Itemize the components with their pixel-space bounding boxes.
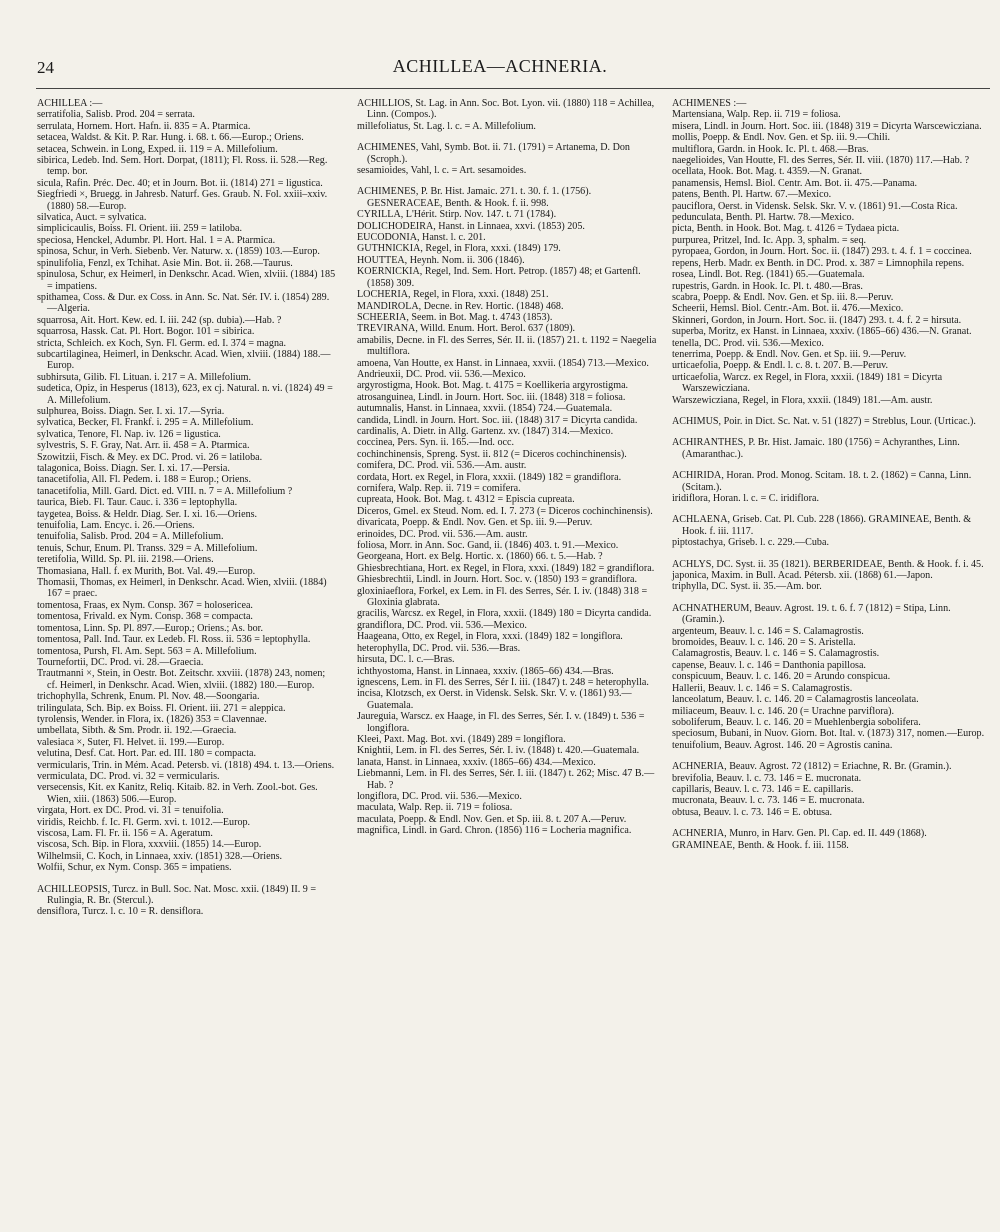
species-entry: sylvatica, Tenore, Fl. Nap. iv. 126 = ligustica. [37, 428, 221, 440]
species-entry: spinulifolia, Fenzl, ex Tchihat. Asie Min. Bot. ii. 268.—Taurus. [37, 257, 293, 269]
genus-entry: ACHIMENES, P. Br. Hist. Jamaic. 271. t. 30. f. 1. (1756). GESNERACEAE, Benth. & Hook. f. ii. 998. [357, 186, 592, 209]
species-entry: trichophylla, Schrenk, Enum. Pl. Nov. 48.—Soongaria. [37, 691, 260, 703]
species-entry: vermiculata, DC. Prod. vi. 32 = vermicularis. [37, 770, 220, 782]
species-entry: autumnalis, Hanst. in Linnaea, xxvii. (1854) 724.—Guatemala. [357, 403, 613, 415]
species-entry: pyropaea, Gordon, in Journ. Hort. Soc. ii. (1847) 293. t. 4. f. 1 = coccinea. [672, 246, 972, 258]
species-entry: silvatica, Auct. = sylvatica. [37, 212, 147, 224]
species-entry: Diceros, Gmel. ex Steud. Nom. ed. I. 7. 273 (= Diceros cochinchinensis). [357, 505, 653, 517]
species-entry: CYRILLA, L'Hérit. Stirp. Nov. 147. t. 71 (1784). [357, 209, 557, 221]
species-entry: tenuis, Schur, Enum. Pl. Transs. 329 = A. Millefolium. [37, 542, 258, 554]
species-entry: simplicicaulis, Boiss. Fl. Orient. iii. 259 = latiloba. [37, 223, 243, 235]
species-entry: cochinchinensis, Spreng. Syst. ii. 812 (= Diceros cochinchinensis). [357, 448, 627, 460]
column-1 [37, 98, 337, 918]
block-gap [672, 504, 990, 514]
species-entry: misera, Lindl. in Journ. Hort. Soc. iii. (1848) 319 = Dicyrta Warscewicziana. [672, 120, 982, 132]
species-entry: tenuifolium, Beauv. Agrost. 146. 20 = Agrostis canina. [672, 739, 893, 751]
species-entry: Haageana, Otto, ex Regel, in Flora, xxxi. (1849) 182 = longiflora. [357, 631, 623, 643]
block-gap [672, 460, 990, 470]
species-entry: SCHEERIA, Seem. in Bot. Mag. t. 4743 (1853). [357, 311, 553, 323]
genus-entry: ACHLYS, DC. Syst. ii. 35 (1821). BERBERIDEAE, Benth. & Hook. f. i. 45. [672, 558, 984, 570]
species-entry: tomentosa, Linn. Sp. Pl. 897.—Europ.; Oriens.; As. bor. [37, 622, 263, 634]
genus-entry: ACHILLEA :— [37, 98, 103, 109]
species-entry: bromoides, Beauv. l. c. 146. 20 = S. Aristella. [672, 637, 856, 649]
species-entry: spinulosa, Schur, ex Heimerl, in Denkschr. Acad. Wien, xlviii. (1884) 185 = impatiens. [37, 269, 336, 292]
species-entry: sibirica, Ledeb. Ind. Sem. Hort. Dorpat, (1811); Fl. Ross. ii. 528.—Reg. temp. bor. [37, 155, 328, 178]
species-entry: TREVIRANA, Willd. Enum. Hort. Berol. 637 (1809). [357, 323, 576, 335]
species-entry: triphylla, DC. Syst. ii. 35.—Am. bor. [672, 581, 822, 593]
species-entry: Warszewicziana, Regel, in Flora, xxxii. (1849) 181.—Am. austr. [672, 394, 933, 406]
species-entry: HOUTTEA, Heynh. Nom. ii. 306 (1846). [357, 254, 525, 266]
species-entry: Thomasiana, Hall. f. ex Murith, Bot. Val. 49.—Europ. [37, 565, 256, 577]
genus-entry: ACHILLIOS, St. Lag. in Ann. Soc. Bot. Lyon. vii. (1880) 118 = Achillea, Linn. (Compos.). [357, 98, 655, 121]
species-entry: ocellata, Hook. Bot. Mag. t. 4359.—N. Granat. [672, 166, 863, 178]
species-entry: Jaureguia, Warscz. ex Haage, in Fl. des Serres, Sér. I. v. (1849) t. 536 = longiflora. [357, 711, 645, 734]
species-entry: miliaceum, Beauv. l. c. 146. 20 (= Urachne parviflora). [672, 705, 894, 717]
genus-entry: ACHIMENES :— [672, 98, 747, 109]
species-entry: tomentosa, Pursh, Fl. Am. Sept. 563 = A. Millefolium. [37, 645, 257, 657]
species-entry: pedunculata, Benth. Pl. Hartw. 78.—Mexico. [672, 212, 855, 224]
species-entry: versecensis, Kit. ex Kanitz, Reliq. Kitaib. 82. in Verh. Zool.-bot. Ges. Wien, xiii. (1863) 506.—Europ. [37, 782, 318, 805]
genus-entry: ACHIMUS, Poir. in Dict. Sc. Nat. v. 51 (1827) = Streblus, Lour. (Urticac.). [672, 415, 976, 427]
species-entry: Andrieuxii, DC. Prod. vii. 536.—Mexico. [357, 368, 526, 380]
species-entry: rupestris, Gardn. in Hook. Ic. Pl. t. 480.—Bras. [672, 280, 863, 292]
species-entry: millefoliatus, St. Lag. l. c. = A. Millefolium. [357, 120, 536, 132]
species-entry: GUTHNICKIA, Regel, in Flora, xxxi. (1849) 179. [357, 243, 561, 255]
species-entry: grandiflora, DC. Prod. vii. 536.—Mexico. [357, 619, 527, 631]
species-entry: soboliferum, Beauv. l. c. 146. 20 = Muehlenbergia sobolifera. [672, 716, 921, 728]
species-entry: tanacetifolia, All. Fl. Pedem. i. 188 = Europ.; Oriens. [37, 474, 251, 486]
species-entry: squarrosa, Hassk. Cat. Pl. Hort. Bogor. 101 = sibirica. [37, 326, 255, 338]
species-entry: GRAMINEAE, Benth. & Hook. f. iii. 1158. [672, 839, 849, 851]
species-entry: Georgeana, Hort. ex Belg. Hortic. x. (1860) 66. t. 5.—Hab. ? [357, 551, 603, 563]
species-entry: KOERNICKIA, Regel, Ind. Sem. Hort. Petrop. (1857) 48; et Gartenfl. (1858) 309. [357, 266, 641, 289]
species-entry: picta, Benth. in Hook. Bot. Mag. t. 4126 = Tydaea picta. [672, 223, 900, 235]
species-entry: cornifera, Walp. Rep. ii. 719 = comifera. [357, 483, 521, 494]
genus-entry: ACHILLEOPSIS, Turcz. in Bull. Soc. Nat. Mosc. xxii. (1849) II. 9 = Rulingia, R. Br. (Stercul.). [37, 883, 317, 907]
genus-entry: ACHIRANTHES, P. Br. Hist. Jamaic. 180 (1756) = Achyranthes, Linn. (Amaranthac.). [672, 437, 960, 460]
block-gap [672, 406, 990, 416]
species-entry: DOLICHODEIRA, Hanst. in Linnaea, xxvi. (1853) 205. [357, 220, 585, 232]
species-entry: capillaris, Beauv. l. c. 73. 146 = E. capillaris. [672, 783, 854, 795]
species-entry: teretifolia, Willd. Sp. Pl. iii. 2198.—Oriens. [37, 554, 214, 566]
species-entry: iridiflora, Horan. l. c. = C. iridiflora. [672, 493, 819, 504]
species-entry: urticaefolia, Warcz. ex Regel, in Flora, xxxii. (1849) 181 = Dicyrta Warszewicziana. [672, 371, 943, 395]
species-entry: viscosa, Sch. Bip. in Flora, xxxviii. (1855) 14.—Europ. [37, 839, 262, 851]
genus-entry: ACHLAENA, Griseb. Cat. Pl. Cub. 228 (1866). GRAMINEAE, Benth. & Hook. f. iii. 1117. [672, 514, 972, 537]
species-entry: stricta, Schleich. ex Koch, Syn. Fl. Germ. ed. I. 374 = magna. [37, 337, 287, 349]
species-entry: tyrolensis, Wender. in Flora, ix. (1826) 353 = Clavennae. [37, 713, 267, 725]
species-entry: tenuifolia, Lam. Encyc. i. 26.—Oriens. [37, 520, 195, 532]
species-entry: sudetica, Opiz, in Hesperus (1813), 623, ex cj. Natural. n. vi. (1824) 49 = A. Millefolium. [37, 383, 333, 406]
species-entry: foliosa, Morr. in Ann. Soc. Gand, ii. (1846) 403. t. 91.—Mexico. [357, 540, 619, 552]
species-entry: speciosa, Henckel, Adumbr. Pl. Hort. Hal. 1 = A. Ptarmica. [37, 234, 276, 246]
species-entry: LOCHERIA, Regel, in Flora, xxxi. (1848) 251. [357, 289, 549, 301]
species-entry: heterophylla, DC. Prod. vii. 536.—Bras. [357, 642, 521, 654]
genus-entry: ACHNERIA, Munro, in Harv. Gen. Pl. Cap. ed. II. 449 (1868). [672, 828, 927, 840]
species-entry: maculata, Poepp. & Endl. Nov. Gen. et Sp. iii. 8. t. 207 A.—Peruv. [357, 813, 627, 825]
species-entry: serrulata, Hornem. Hort. Hafn. ii. 835 = A. Ptarmica. [37, 120, 251, 132]
block-gap [672, 427, 990, 437]
species-entry: patens, Benth. Pl. Hartw. 67.—Mexico. [672, 189, 832, 201]
species-entry: repens, Herb. Madr. ex Benth. in DC. Prod. x. 387 = Limnophila repens. [672, 257, 965, 269]
species-entry: Martensiana, Walp. Rep. ii. 719 = foliosa. [672, 109, 841, 121]
species-entry: Skinneri, Gordon, in Journ. Hort. Soc. ii. (1847) 293. t. 4. f. 2 = hirsuta. [672, 314, 962, 326]
species-entry: purpurea, Pritzel, Ind. Ic. App. 3, sphalm. = seq. [672, 234, 867, 246]
species-entry: magnifica, Lindl. in Gard. Chron. (1856) 116 = Locheria magnifica. [357, 825, 632, 837]
species-entry: setacea, Waldst. & Kit. P. Rar. Hung. i. 68. t. 66.—Europ.; Oriens. [37, 132, 304, 144]
species-entry: cardinalis, A. Dietr. in Allg. Gartenz. xv. (1847) 314.—Mexico. [357, 425, 614, 437]
species-entry: ignescens, Lem. in Fl. des Serres, Sér I. iii. (1847) t. 248 = heterophylla. [357, 676, 649, 688]
species-entry: talagonica, Boiss. Diagn. Ser. I. xi. 17.—Persia. [37, 463, 230, 474]
species-entry: Wolfii, Schur, ex Nym. Consp. 365 = impatiens. [37, 862, 232, 874]
species-entry: sicula, Rafin. Préc. Dec. 40; et in Journ. Bot. ii. (1814) 271 = ligustica. [37, 177, 323, 189]
species-entry: multiflora, Gardn. in Hook. Ic. Pl. t. 468.—Bras. [672, 143, 869, 155]
species-entry: capense, Beauv. l. c. 146 = Danthonia papillosa. [672, 659, 866, 671]
species-entry: tenerrima, Poepp. & Endl. Nov. Gen. et Sp. iii. 9.—Peruv. [672, 348, 907, 360]
species-entry: lanceolatum, Beauv. l. c. 146. 20 = Calamagrostis lanceolata. [672, 694, 919, 706]
genus-entry: ACHIMENES, Vahl, Symb. Bot. ii. 71. (1791) = Artanema, D. Don (Scroph.). [357, 142, 630, 165]
species-entry: Tournefortii, DC. Prod. vi. 28.—Graecia. [37, 656, 204, 668]
block-gap [357, 132, 657, 142]
species-entry: conspicuum, Beauv. l. c. 146. 20 = Arundo conspicua. [672, 671, 891, 683]
species-entry: longiflora, DC. Prod. vii. 536.—Mexico. [357, 790, 522, 802]
species-entry: virgata, Hort. ex DC. Prod. vi. 31 = tenuifolia. [37, 805, 224, 817]
species-entry: tomentosa, Fraas, ex Nym. Consp. 367 = holosericea. [37, 599, 253, 611]
species-entry: cupreata, Hook. Bot. Mag. t. 4312 = Episcia cupreata. [357, 494, 575, 506]
species-entry: tenella, DC. Prod. vii. 536.—Mexico. [672, 337, 824, 349]
column-2 [357, 98, 657, 837]
species-entry: lanata, Hanst. in Linnaea, xxxiv. (1865–66) 434.—Mexico. [357, 756, 596, 768]
header-rule [36, 88, 990, 89]
species-entry: mollis, Poepp. & Endl. Nov. Gen. et Sp. iii. 9.—Chili. [672, 132, 891, 144]
species-entry: Kleei, Paxt. Mag. Bot. xvi. (1849) 289 = longiflora. [357, 733, 566, 745]
species-entry: superba, Moritz, ex Hanst. in Linnaea, xxxiv. (1865–66) 436.—N. Granat. [672, 326, 972, 338]
species-entry: densiflora, Turcz. l. c. 10 = R. densiflora. [37, 906, 204, 918]
species-entry: trilingulata, Sch. Bip. ex Boiss. Fl. Orient. iii. 271 = aleppica. [37, 702, 286, 714]
species-entry: incisa, Klotzsch, ex Oerst. in Vidensk. Selsk. Skr. V. v. (1861) 93.—Guatemala. [357, 688, 632, 711]
species-entry: spithamea, Coss. & Dur. ex Coss. in Ann. Sc. Nat. Sér. IV. i. (1854) 289.—Algeria. [37, 291, 330, 315]
species-entry: tomentosa, Pall. Ind. Taur. ex Ledeb. Fl. Ross. ii. 536 = leptophylla. [37, 634, 311, 646]
genus-entry: ACHIRIDA, Horan. Prod. Monog. Scitam. 18. t. 2. (1862) = Canna, Linn. (Scitam.). [672, 470, 972, 493]
species-entry: maculata, Walp. Rep. ii. 719 = foliosa. [357, 802, 513, 814]
species-entry: sulphurea, Boiss. Diagn. Ser. I. xi. 17.—Syria. [37, 405, 225, 417]
species-entry: obtusa, Beauv. l. c. 73. 146 = E. obtusa. [672, 806, 833, 818]
species-entry: Ghiesbrechtiana, Hort. ex Regel, in Flora, xxxi. (1849) 182 = grandiflora. [357, 562, 655, 574]
species-entry: scabra, Poepp. & Endl. Nov. Gen. et Sp. iii. 8.—Peruv. [672, 291, 894, 303]
block-gap [357, 176, 657, 186]
species-entry: amoena, Van Houtte, ex Hanst. in Linnaea, xxvii. (1854) 713.—Mexico. [357, 357, 649, 369]
species-entry: umbellata, Sibth. & Sm. Prodr. ii. 192.—Graecia. [37, 725, 237, 737]
species-entry: divaricata, Poepp. & Endl. Nov. Gen. et Sp. iii. 9.—Peruv. [357, 517, 593, 529]
block-gap [672, 751, 990, 761]
block-gap [37, 874, 337, 884]
species-entry: gracilis, Warcsz. ex Regel, in Flora, xxxii. (1849) 180 = Dicyrta candida. [357, 608, 652, 620]
species-entry: valesiaca ×, Suter, Fl. Helvet. ii. 199.—Europ. [37, 736, 225, 748]
species-entry: speciosum, Bubani, in Nuov. Giorn. Bot. Ital. v. (1873) 317, nomen.—Europ. [672, 728, 985, 740]
block-gap [672, 549, 990, 559]
species-entry: subcartilaginea, Heimerl, in Denkschr. Acad. Wien, xlviii. (1884) 188.—Europ. [37, 348, 331, 372]
species-entry: argyrostigma, Hook. Bot. Mag. t. 4175 = Koellikeria argyrostigma. [357, 380, 629, 392]
species-entry: MANDIROLA, Decne. in Rev. Hortic. (1848) 468. [357, 300, 564, 312]
species-entry: squarrosa, Ait. Hort. Kew. ed. I. iii. 242 (sp. dubia).—Hab. ? [37, 314, 282, 326]
species-entry: coccinea, Pers. Syn. ii. 165.—Ind. occ. [357, 437, 514, 449]
species-entry: viridis, Reichb. f. Ic. Fl. Germ. xvi. t. 1012.—Europ. [37, 816, 251, 828]
species-entry: Szowitzii, Fisch. & Mey. ex DC. Prod. vi. 26 = latiloba. [37, 451, 263, 463]
species-entry: Hallerii, Beauv. l. c. 146 = S. Calamagrostis. [672, 682, 853, 694]
species-entry: argenteum, Beauv. l. c. 146 = S. Calamagrostis. [672, 625, 864, 637]
block-gap [672, 593, 990, 603]
species-entry: viscosa, Lam. Fl. Fr. ii. 156 = A. Ageratum. [37, 828, 213, 839]
species-entry: mucronata, Beauv. l. c. 73. 146 = E. mucronata. [672, 795, 865, 807]
species-entry: Trautmanni ×, Stein, in Oestr. Bot. Zeitschr. xxviii. (1878) 243, nomen; cf. Heimerl, in Denkschr. Acad. Wien, xlviii. (1882) 180.—Europ. [37, 668, 326, 691]
species-entry: pauciflora, Oerst. in Vidensk. Selsk. Skr. V. v. (1861) 91.—Costa Rica. [672, 200, 958, 212]
species-entry: japonica, Maxim. in Bull. Acad. Pétersb. xii. (1868) 61.—Japon. [672, 570, 933, 582]
species-entry: ichthyostoma, Hanst. in Linnaea, xxxiv. (1865–66) 434.—Bras. [357, 665, 614, 677]
species-entry: tomentosa, Frivald. ex Nym. Consp. 368 = compacta. [37, 611, 253, 623]
species-entry: vermicularis, Trin. in Mém. Acad. Petersb. vi. (1818) 494. t. 13.—Oriens. [37, 759, 335, 771]
species-entry: Siegfriedi ×, Bruegg. in Jahresb. Naturf. Ges. Graub. N. Fol. xxiii–xxiv. (1880) 58.—Europ. [37, 189, 328, 212]
species-entry: Calamagrostis, Beauv. l. c. 146 = S. Calamagrostis. [672, 648, 880, 660]
species-entry: subhirsuta, Gilib. Fl. Lituan. i. 217 = A. Millefolium. [37, 371, 252, 383]
species-entry: Scheerii, Hemsl. Biol. Centr.-Am. Bot. ii. 476.—Mexico. [672, 303, 904, 315]
species-entry: piptostachya, Griseb. l. c. 229.—Cuba. [672, 537, 829, 549]
species-entry: amabilis, Decne. in Fl. des Serres, Sér. II. ii. (1857) 21. t. 1192 = Naegelia multiflora. [357, 334, 657, 358]
species-entry: Ghiesbrechtii, Lindl. in Journ. Hort. Soc. v. (1850) 193 = grandiflora. [357, 574, 638, 586]
species-entry: brevifolia, Beauv. l. c. 73. 146 = E. mucronata. [672, 772, 862, 784]
species-entry: rosea, Lindl. Bot. Reg. (1841) 65.—Guatemala. [672, 269, 865, 281]
species-entry: serratifolia, Salisb. Prod. 204 = serrata. [37, 109, 195, 121]
genus-entry: ACHNATHERUM, Beauv. Agrost. 19. t. 6. f. 7 (1812) = Stipa, Linn. (Gramin.). [672, 602, 951, 626]
species-entry: gloxiniaeflora, Forkel, ex Lem. in Fl. des Serres, Sér. I. iv. (1848) 318 = Gloxinia glabrata. [357, 585, 648, 609]
page-number: 24 [37, 58, 54, 77]
species-entry: atrosanguinea, Lindl. in Journ. Hort. Soc. iii. (1848) 318 = foliosa. [357, 391, 626, 403]
column-3 [672, 98, 990, 851]
species-entry: spinosa, Schur, in Verh. Siebenb. Ver. Naturw. x. (1859) 103.—Europ. [37, 246, 320, 258]
genus-entry: ACHNERIA, Beauv. Agrost. 72 (1812) = Eriachne, R. Br. (Gramin.). [672, 761, 952, 773]
species-entry: tanacetifolia, Mill. Gard. Dict. ed. VIII. n. 7 = A. Millefolium ? [37, 485, 293, 497]
species-entry: Liebmanni, Lem. in Fl. des Serres, Sér. I. iii. (1847) t. 262; Misc. 47 B.—Hab. ? [357, 768, 655, 791]
species-entry: panamensis, Hemsl. Biol. Centr. Am. Bot. ii. 475.—Panama. [672, 177, 918, 189]
species-entry: Thomasii, Thomas, ex Heimerl, in Denkschr. Acad. Wien, xlviii. (1884) 167 = praec. [37, 577, 327, 600]
species-entry: Knightii, Lem. in Fl. des Serres, Sér. I. iv. (1848) t. 420.—Guatemala. [357, 745, 640, 757]
species-entry: tenuifolia, Salisb. Prod. 204 = A. Millefolium. [37, 531, 224, 543]
species-entry: erinoides, DC. Prod. vii. 536.—Am. austr. [357, 528, 528, 540]
species-entry: sesamioides, Vahl, l. c. = Art. sesamoides. [357, 165, 527, 177]
species-entry: hirsuta, DC. l. c.—Bras. [357, 654, 455, 666]
species-entry: EUCODONIA, Hanst. l. c. 201. [357, 232, 486, 244]
species-entry: naegelioides, Van Houtte, Fl. des Serres, Sér. II. viii. (1870) 117.—Hab. ? [672, 155, 970, 167]
species-entry: urticaefolia, Poepp. & Endl. l. c. 8. t. 207. B.—Peruv. [672, 360, 889, 372]
species-entry: sylvestris, S. F. Gray, Nat. Arr. ii. 458 = A. Ptarmica. [37, 440, 250, 452]
block-gap [672, 818, 990, 828]
species-entry: velutina, Desf. Cat. Hort. Par. ed. III. 180 = compacta. [37, 748, 257, 760]
species-entry: taurica, Bieb. Fl. Taur. Cauc. i. 336 = leptophylla. [37, 497, 238, 509]
running-head: ACHILLEA—ACHNERIA. [392, 56, 608, 76]
species-entry: comifera, DC. Prod. vii. 536.—Am. austr. [357, 460, 527, 472]
species-entry: cordata, Hort. ex Regel, in Flora, xxxii. (1849) 182 = grandiflora. [357, 471, 622, 483]
species-entry: candida, Lindl. in Journ. Hort. Soc. iii. (1848) 317 = Dicyrta candida. [357, 414, 638, 426]
species-entry: taygetea, Boiss. & Heldr. Diag. Ser. I. xi. 16.—Oriens. [37, 508, 258, 520]
species-entry: setacea, Schwein. in Long, Exped. ii. 119 = A. Millefolium. [37, 143, 278, 155]
species-entry: Wilhelmsii, C. Koch, in Linnaea, xxiv. (1851) 328.—Oriens. [37, 850, 283, 862]
species-entry: sylvatica, Becker, Fl. Frankf. i. 295 = A. Millefolium. [37, 417, 254, 429]
